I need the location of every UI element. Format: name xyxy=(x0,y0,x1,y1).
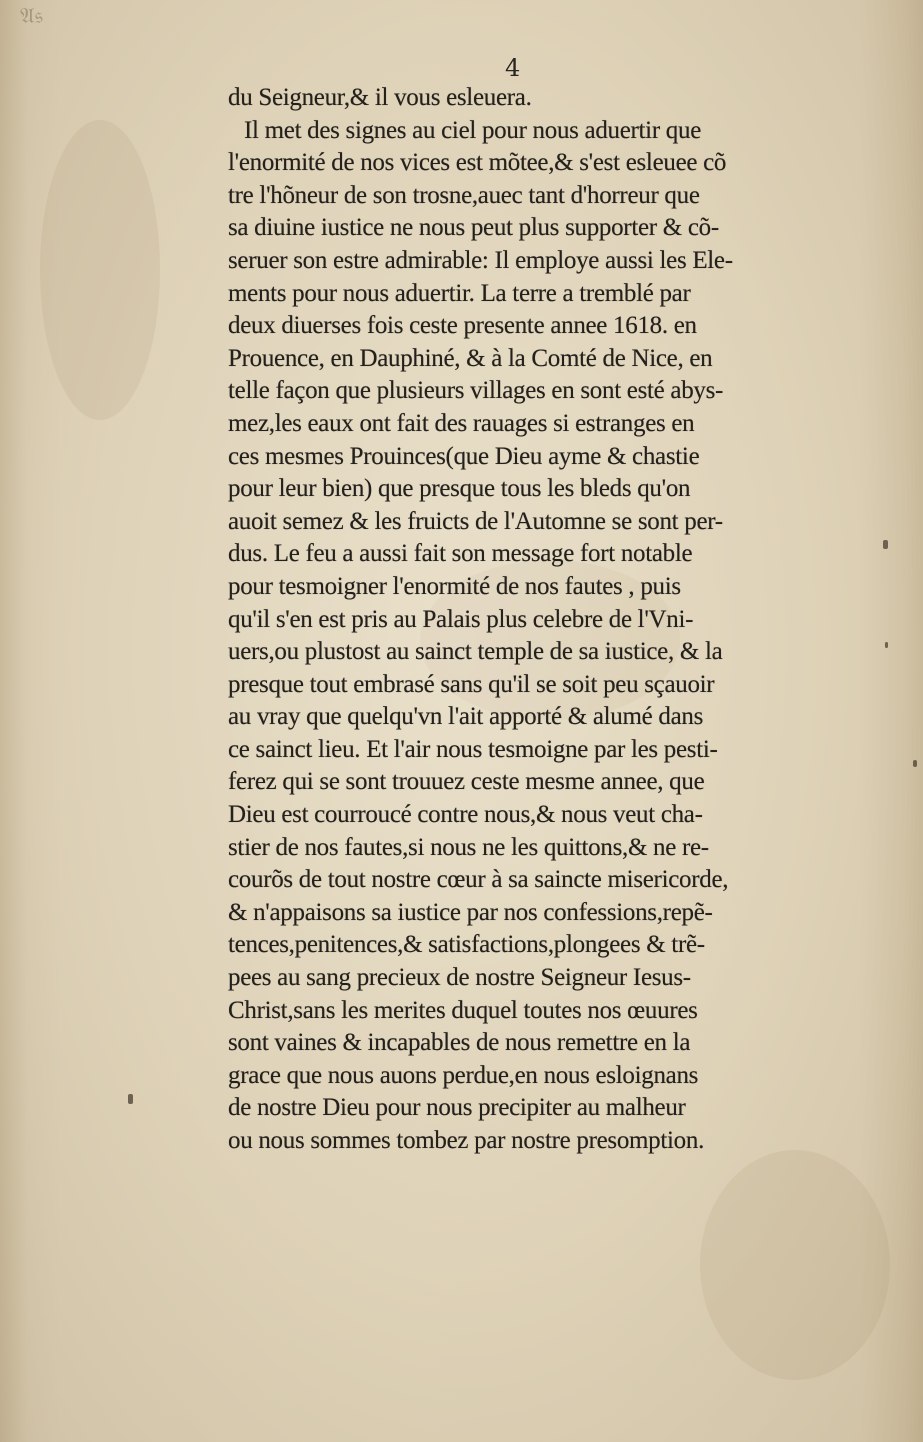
text-line: & n'appaisons sa iustice par nos confessions,repẽ- xyxy=(228,898,713,926)
text-line: qu'il s'en est pris au Palais plus celebre de l'Vni- xyxy=(228,605,694,633)
text-line: uers,ou plustost au sainct temple de sa iustice, & la xyxy=(228,638,723,666)
text-line: courõs de tout nostre cœur à sa saincte misericorde, xyxy=(228,866,729,894)
text-line: pees au sang precieux de nostre Seigneur Iesus- xyxy=(228,964,691,992)
text-line: telle façon que plusieurs villages en sont esté abys- xyxy=(228,377,724,405)
text-line: sont vaines & incapables de nous remettre en la xyxy=(228,1029,691,1057)
ink-speck xyxy=(913,760,917,767)
text-line: ments pour nous aduertir. La terre a tremblé par xyxy=(228,279,691,307)
text-line: mez,les eaux ont fait des rauages si estranges en xyxy=(228,409,695,437)
body-text xyxy=(228,82,828,1158)
text-line: au vray que quelqu'vn l'ait apporté & alumé dans xyxy=(228,703,704,731)
text-line: auoit semez & les fruicts de l'Automne se sont per- xyxy=(228,507,723,535)
corner-handwritten-mark: 𝔄𝔰 xyxy=(20,4,43,29)
text-line: stier de nos fautes,si nous ne les quittons,& ne re- xyxy=(228,833,709,861)
text-line: l'enormité de nos vices est mõtee,& s'est esleuee cõ xyxy=(228,149,727,177)
paper-stain xyxy=(700,1150,890,1380)
text-line: pour leur bien) que presque tous les bleds qu'on xyxy=(228,475,691,503)
text-line: ou nous sommes tombez par nostre presomption. xyxy=(228,1127,705,1154)
text-line: Christ,sans les merites duquel toutes nos œuures xyxy=(228,996,698,1024)
text-line: Dieu est courroucé contre nous,& nous veut cha- xyxy=(228,801,703,829)
text-line: seruer son estre admirable: Il employe aussi les Ele- xyxy=(228,246,733,274)
text-line: tre l'hõneur de son trosne,auec tant d'horreur que xyxy=(228,181,700,209)
ink-speck xyxy=(885,642,888,648)
ink-speck xyxy=(883,540,888,549)
text-line: de nostre Dieu pour nous precipiter au malheur xyxy=(228,1094,686,1122)
text-line: pour tesmoigner l'enormité de nos fautes , puis xyxy=(228,572,681,600)
paper-stain xyxy=(40,120,160,420)
text-line: sa diuine iustice ne nous peut plus supporter & cõ- xyxy=(228,214,719,242)
page-number: 4 xyxy=(505,54,521,82)
text-line: presque tout embrasé sans qu'il se soit peu sçauoir xyxy=(228,670,715,698)
text-line: Il met des signes au ciel pour nous aduertir que xyxy=(244,116,701,144)
text-line: ferez qui se sont trouuez ceste mesme annee, que xyxy=(228,768,705,796)
ink-speck xyxy=(128,1094,133,1104)
text-line: grace que nous auons perdue,en nous esloignans xyxy=(228,1061,699,1089)
text-line: du Seigneur,& il vous esleuera. xyxy=(228,84,532,111)
text-line: dus. Le feu a aussi fait son message fort notable xyxy=(228,540,693,568)
text-line: deux diuerses fois ceste presente annee 1618. en xyxy=(228,312,697,340)
text-line: tences,penitences,& satisfactions,plongees & trẽ- xyxy=(228,931,705,959)
text-line: ces mesmes Prouinces(que Dieu ayme & chastie xyxy=(228,442,700,470)
text-line: Prouence, en Dauphiné, & à la Comté de Nice, en xyxy=(228,344,713,372)
text-line: ce sainct lieu. Et l'air nous tesmoigne par les pesti- xyxy=(228,735,718,763)
